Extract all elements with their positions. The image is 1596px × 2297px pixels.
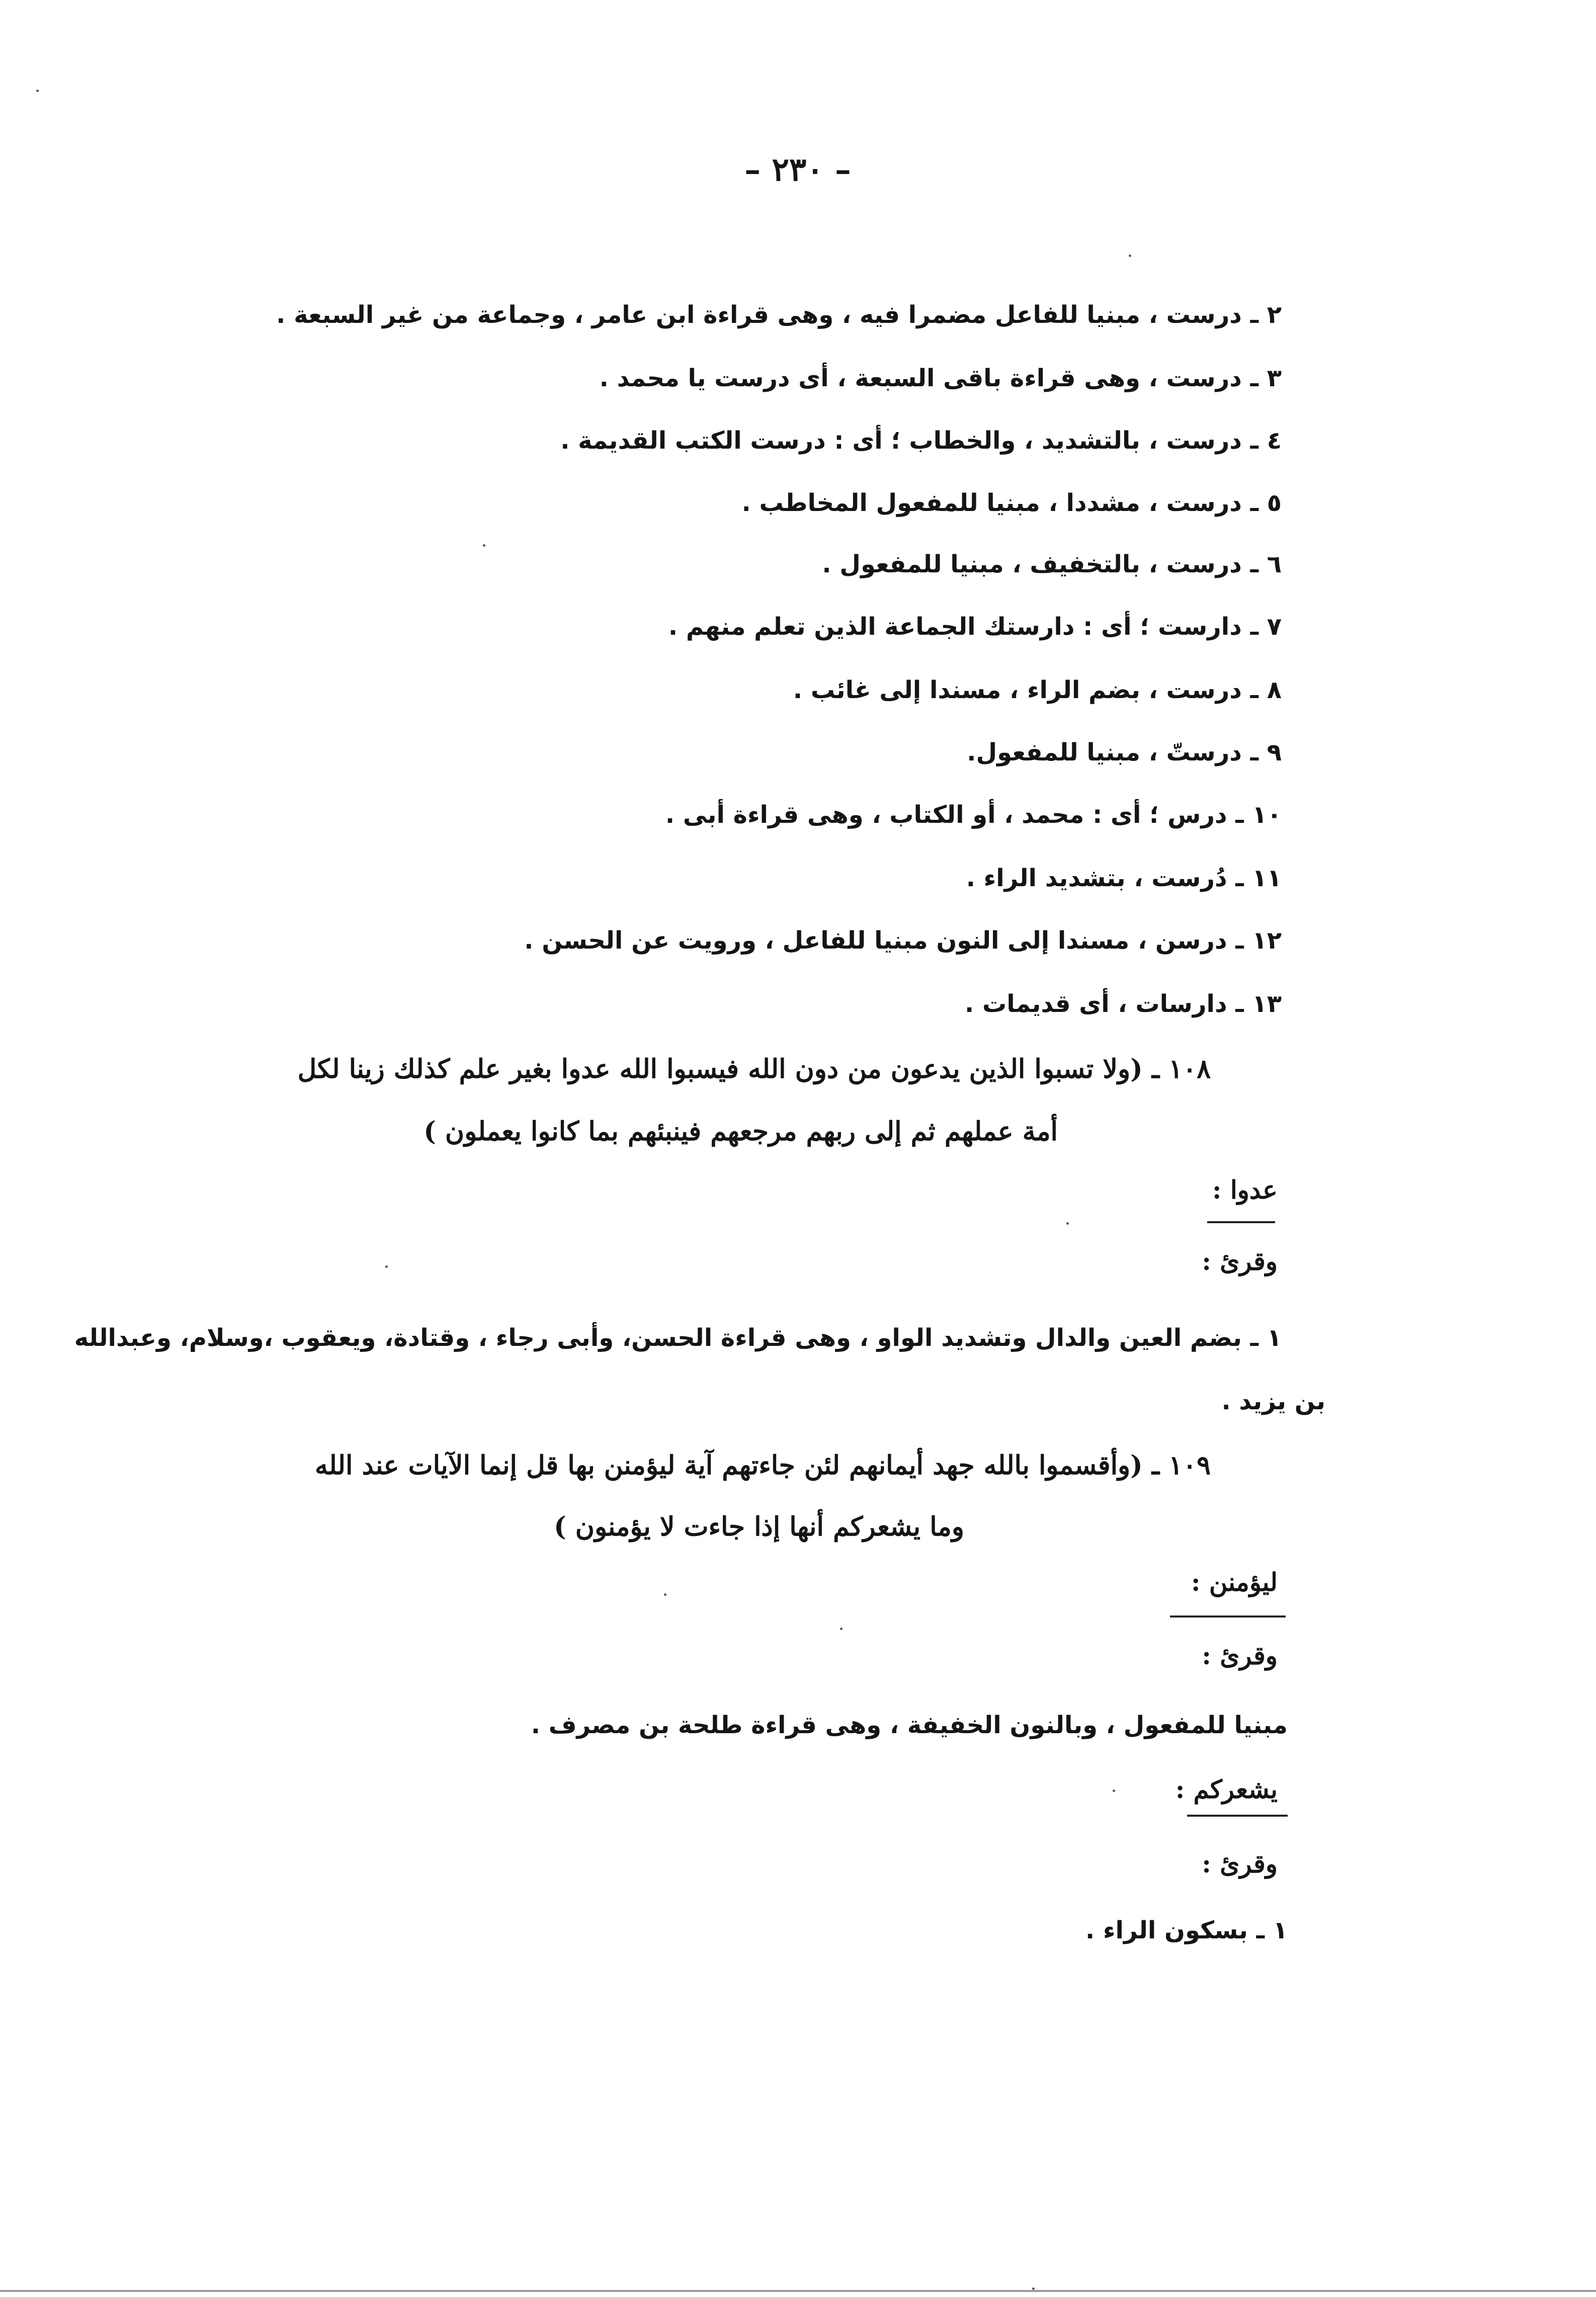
reading-line-13: ١٣ ـ دارسات ، أى قديمات .	[965, 990, 1282, 1018]
verse-109-line-2: وما يشعركم أنها إذا جاءت لا يؤمنون )	[554, 1511, 964, 1542]
reading-line-4: ٤ ـ درست ، بالتشديد ، والخطاب ؛ أى : درست الكتب القديمة .	[560, 427, 1282, 455]
quri-label-1: وقرئ :	[1202, 1246, 1278, 1276]
verse-108-line-1: ١٠٨ ـ (ولا تسبوا الذين يدعون من دون الله فيسبوا الله عدوا بغير علم كذلك زينا لكل	[297, 1054, 1211, 1084]
scan-speck	[1113, 1790, 1115, 1792]
reading-line-6: ٦ ـ درست ، بالتخفيف ، مبنيا للمفعول .	[822, 550, 1282, 578]
heading-adwan-underline	[1207, 1221, 1275, 1223]
reading-adwan-1: ١ ـ بضم العين والدال وتشديد الواو ، وهى قراءة الحسن، وأبى رجاء ، وقتادة، ويعقوب ،وسلام، وعبدالله	[74, 1324, 1282, 1352]
reading-line-7: ٧ ـ دارست ؛ أى : دارستك الجماعة الذين تعلم منهم .	[668, 613, 1282, 641]
reading-line-2: ٢ ـ درست ، مبنيا للفاعل مضمرا فيه ، وهى قراءة ابن عامر ، وجماعة من غير السبعة .	[276, 301, 1282, 329]
heading-yuminunna-underline	[1170, 1615, 1286, 1618]
reading-line-5: ٥ ـ درست ، مشددا ، مبنيا للمفعول المخاطب .	[741, 489, 1282, 517]
reading-line-12: ١٢ ـ درسن ، مسندا إلى النون مبنيا للفاعل ، ورويت عن الحسن .	[524, 926, 1282, 955]
reading-line-11: ١١ ـ دُرست ، بتشديد الراء .	[966, 864, 1282, 892]
scan-speck	[840, 1628, 843, 1630]
quri-label-2: وقرئ :	[1202, 1641, 1278, 1670]
scan-speck	[36, 90, 39, 92]
reading-line-8: ٨ ـ درست ، بضم الراء ، مسندا إلى غائب .	[793, 676, 1282, 704]
scan-speck	[1129, 254, 1131, 257]
scan-speck	[1066, 1222, 1069, 1225]
reading-yushirukum-1: ١ ـ بسكون الراء .	[1085, 1916, 1288, 1944]
reading-line-9: ٩ ـ درستّ ، مبنيا للمفعول.	[967, 738, 1282, 767]
quri-label-3: وقرئ :	[1202, 1849, 1278, 1879]
verse-109-line-1: ١٠٩ ـ (وأقسموا بالله جهد أيمانهم لئن جاءتهم آية ليؤمنن بها قل إنما الآيات عند الله	[315, 1450, 1211, 1481]
reading-adwan-1-cont: بن يزيد .	[1221, 1387, 1325, 1415]
verse-108-line-2: أمة عملهم ثم إلى ربهم مرجعهم فينبئهم بما كانوا يعملون )	[424, 1116, 1058, 1147]
page-bottom-border	[0, 2290, 1596, 2292]
heading-yuminunna: ليؤمنن :	[1191, 1567, 1278, 1597]
scan-speck	[385, 1265, 388, 1268]
reading-line-10: ١٠ ـ درس ؛ أى : محمد ، أو الكتاب ، وهى قراءة أبى .	[665, 801, 1282, 829]
scan-speck	[664, 1593, 666, 1596]
scan-speck	[483, 544, 485, 547]
reading-yuminunna: مبنيا للمفعول ، وبالنون الخفيفة ، وهى قراءة طلحة بن مصرف .	[531, 1711, 1288, 1739]
heading-yushirukum: يشعركم :	[1175, 1774, 1278, 1804]
heading-yushirukum-underline	[1187, 1815, 1288, 1817]
heading-adwan: عدوا :	[1212, 1175, 1278, 1205]
reading-line-3: ٣ ـ درست ، وهى قراءة باقى السبعة ، أى درست يا محمد .	[599, 364, 1282, 392]
page-number: – ٢٣٠ –	[744, 151, 851, 189]
